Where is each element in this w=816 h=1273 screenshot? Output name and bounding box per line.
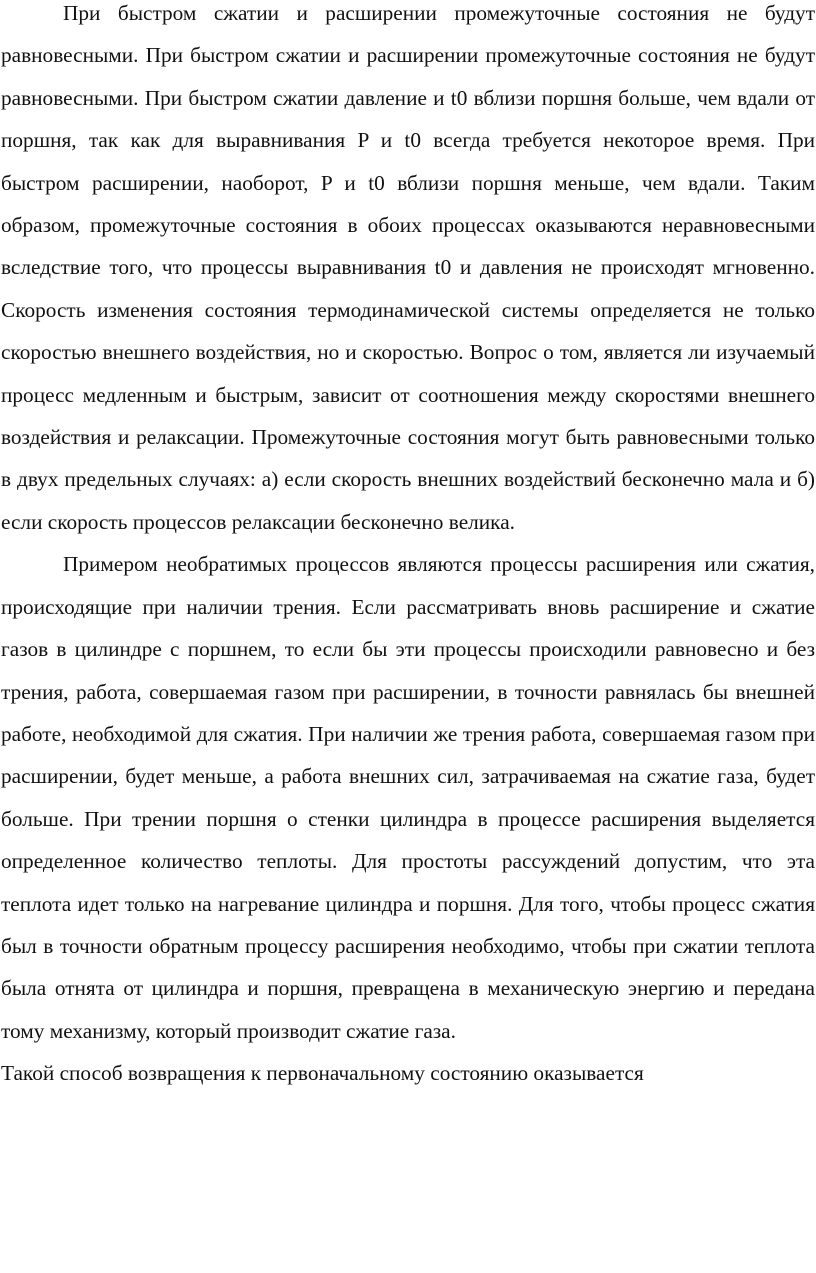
paragraph-return-method: Такой способ возвращения к первоначальному состоянию оказывается bbox=[1, 1061, 644, 1086]
paragraph-irreversible-processes: Примером необратимых процессов являются процессы расширения или сжатия, происходящие при наличии трения. Если рассматривать вновь расширение и сжатие газов в цилиндре с поршнем, то если бы эти процессы происходили равновесно и без трения, работа, совершаемая газом при расширении, в точности равнялась бы внешней работе, необходимой для сжатия. При наличии же трения работа, совершаемая газом при расширении, будет меньше, а работа внешних сил, затрачиваемая на сжатие газа, будет больше. При трении поршня о стенки цилиндра в процессе расширения выделяется определенное количество теплоты. Для простоты рассуждений допустим, что эта теплота идет только на нагревание цилиндра и поршня. Для того, чтобы процесс сжатия был в точности обратным процессу расширения необходимо, чтобы при сжатии теплота была отнята от цилиндра и поршня, превращена в механическую энергию и передана тому механизму, который производит сжатие газа. bbox=[1, 552, 815, 1043]
paragraph-fast-processes: При быстром сжатии и расширении промежуточные состояния не будут равновесными. При быстром сжатии и расширении промежуточные состояния не будут равновесными. При быстром сжатии давление и t0 вблизи поршня больше, чем вдали от поршня, так как для выравнивания P и t0 всегда требуется некоторое время. При быстром расширении, наоборот, P и t0 вблизи поршня меньше, чем вдали. Таким образом, промежуточные состояния в обоих процессах оказываются неравновесными вследствие того, что процессы выравнивания t0 и давления не происходят мгновенно. Скорость изменения состояния термодинамической системы определяется не только скоростью внешнего воздействия, но и скоростью. Вопрос о том, является ли изучаемый процесс медленным и быстрым, зависит от соотношения между скоростями внешнего воздействия и релаксации. Промежуточные состояния могут быть равновесными только в двух предельных случаях: а) если скорость внешних воздействий бесконечно мала и б) если скорость процессов релаксации бесконечно велика. bbox=[1, 1, 815, 534]
